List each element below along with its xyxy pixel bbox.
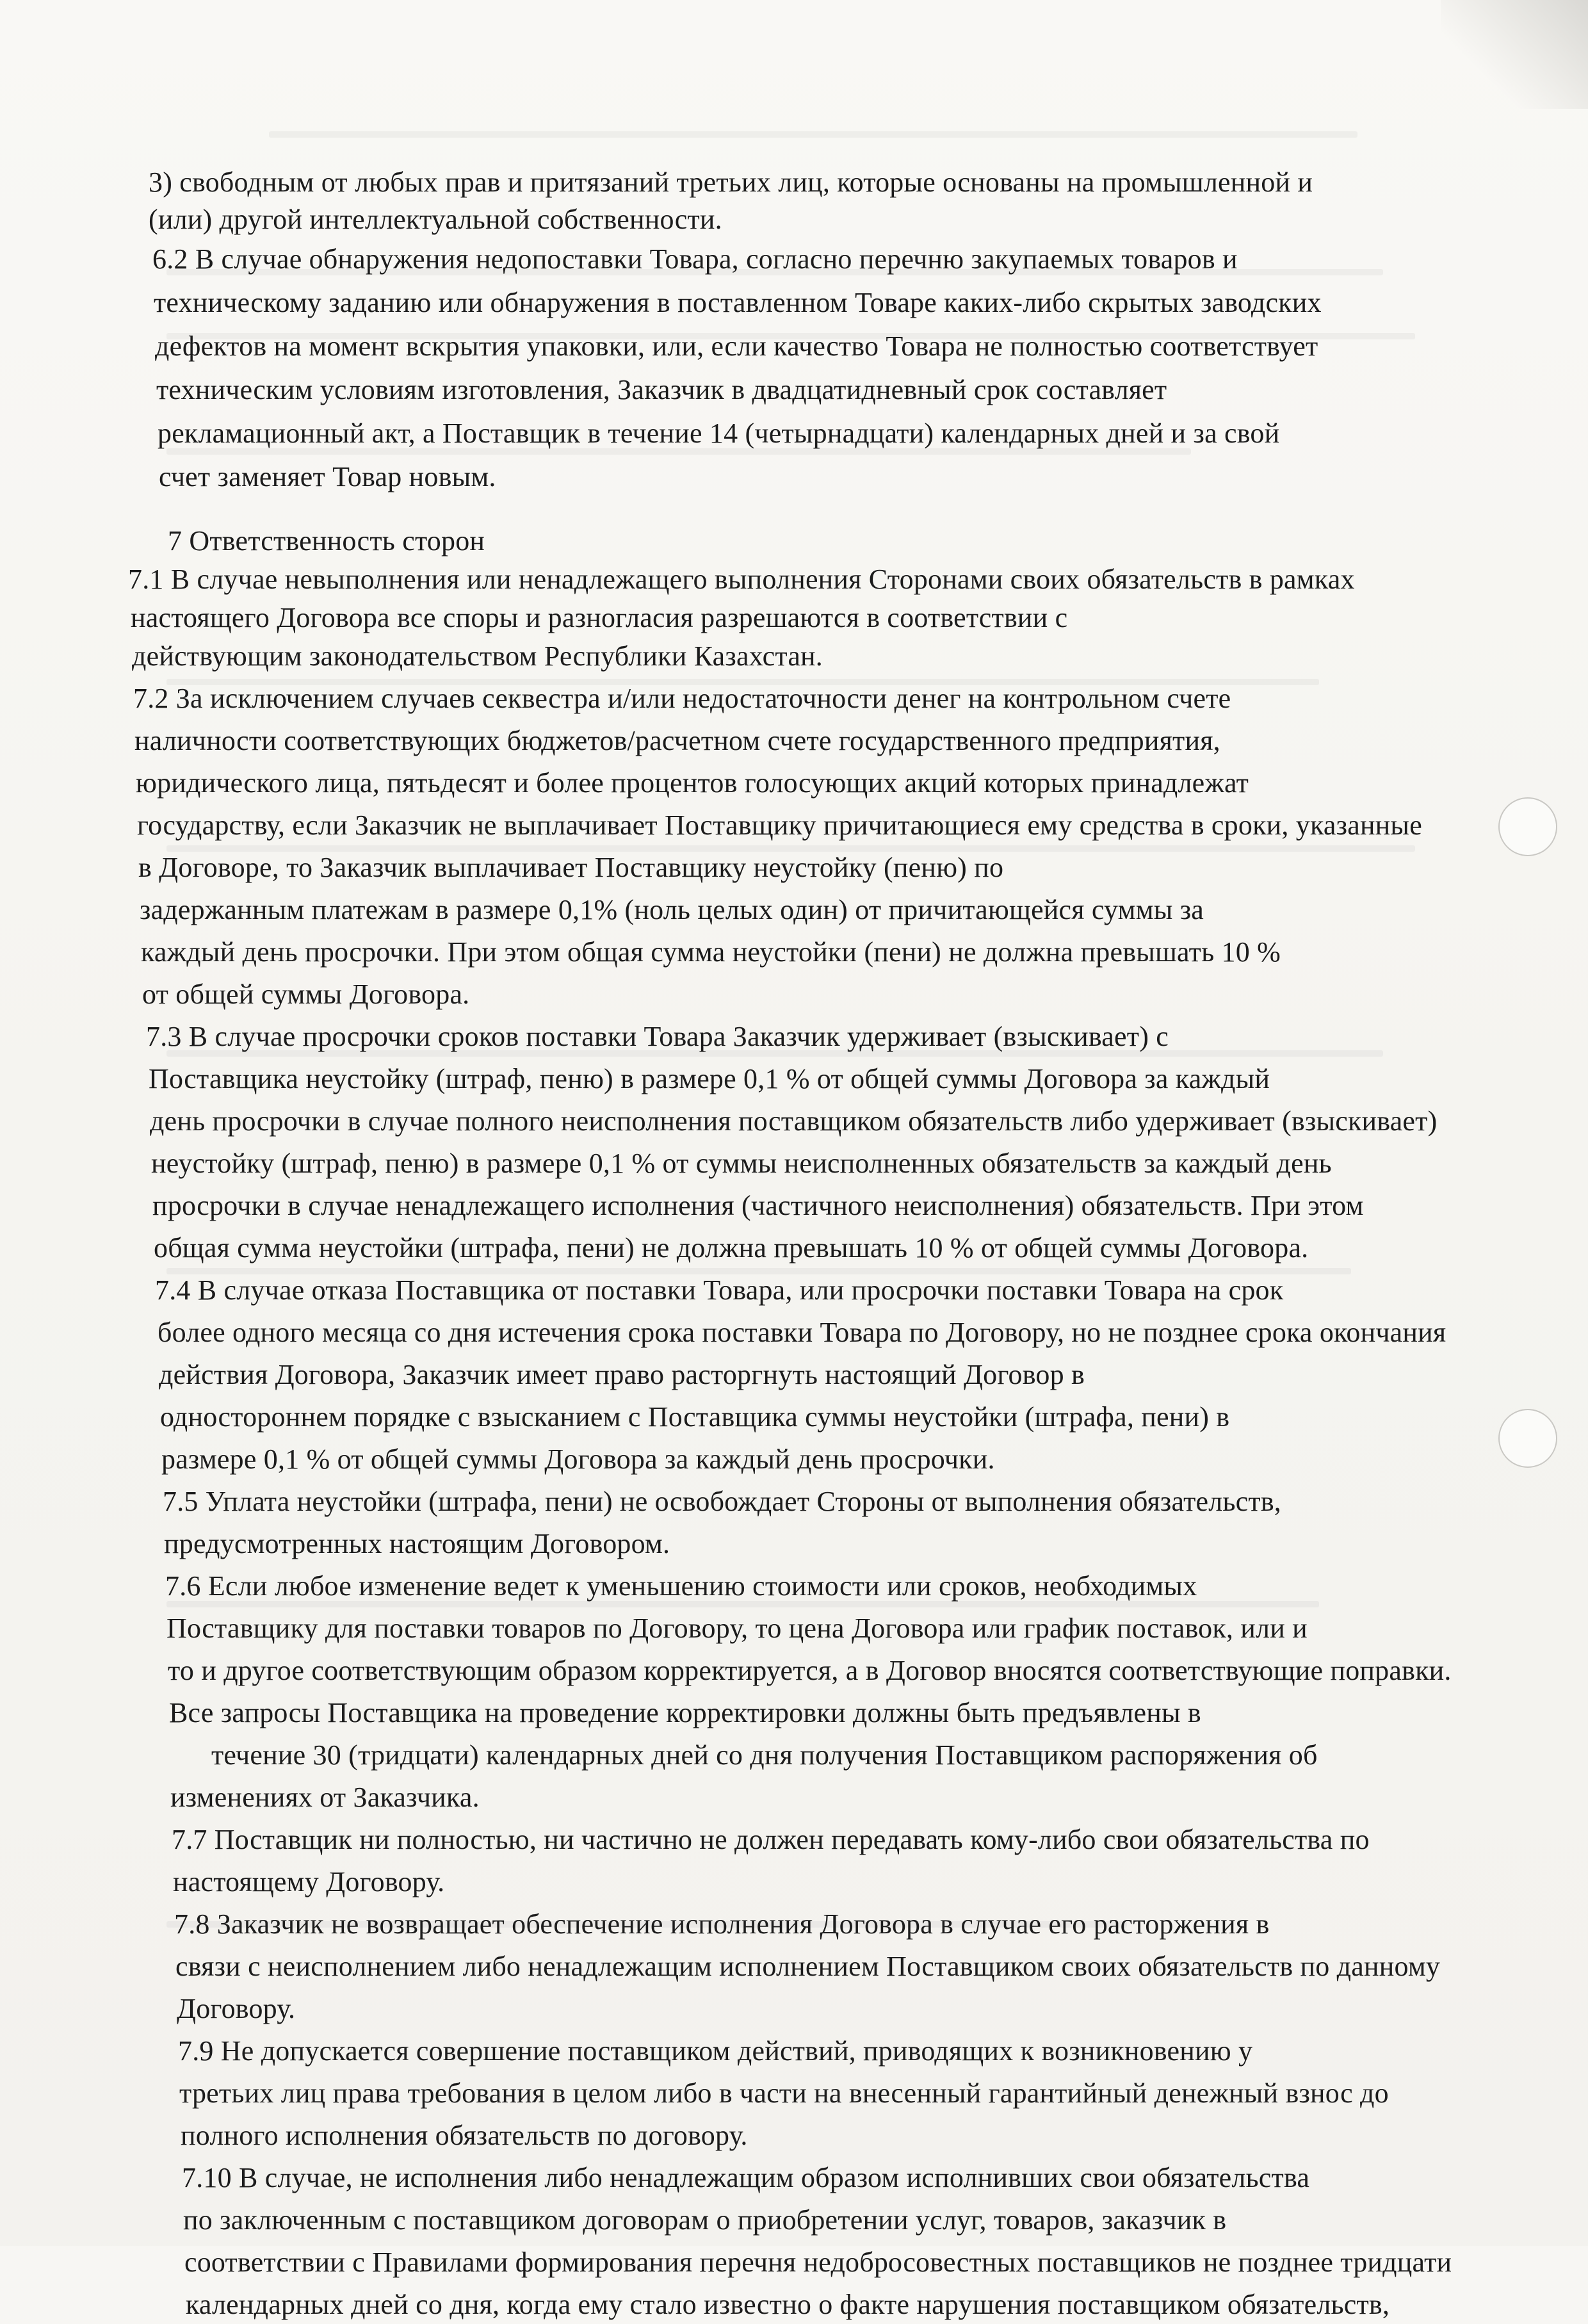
text-line: связи с неисполнением либо ненадлежащим исполнением Поставщиком своих обязательств по данному (175, 1951, 1441, 1982)
text-line: дефектов на момент вскрытия упаковки, или, если качество Товара не полностью соответствует (155, 330, 1318, 362)
text-line: от общей суммы Договора. (142, 979, 470, 1010)
text-line: полного исполнения обязательств по договору. (181, 2120, 748, 2151)
text-line: просрочки в случае ненадлежащего исполнения (частичного неисполнения) обязательств. При этом (152, 1190, 1364, 1221)
text-line: рекламационный акт, а Поставщик в течение 14 (четырнадцати) календарных дней и за свой (158, 418, 1280, 449)
text-line: 7.2 За исключением случаев секвестра и/или недостаточности денег на контрольном счете (133, 683, 1231, 714)
text-line: календарных дней со дня, когда ему стало известно о факте нарушения поставщиком обязательств, (186, 2289, 1390, 2320)
text-line: день просрочки в случае полного неисполнения поставщиком обязательств либо удерживает (взыскивает) (150, 1105, 1438, 1137)
text-line: (или) другой интеллектуальной собственности. (149, 204, 722, 235)
show-through-line (269, 131, 1357, 138)
text-line: изменениях от Заказчика. (170, 1782, 480, 1813)
text-line: общая сумма неустойки (штрафа, пени) не должна превышать 10 % от общей суммы Договора. (154, 1232, 1309, 1264)
text-line: техническим условиям изготовления, Заказчик в двадцатидневный срок составляет (156, 374, 1167, 405)
text-line: в Договоре, то Заказчик выплачивает Поставщику неустойку (пеню) по (138, 852, 1004, 883)
text-line: действующим законодательством Республики Казахстан. (132, 640, 823, 672)
text-line: Все запросы Поставщика на проведение корректировки должны быть предъявлены в (169, 1697, 1201, 1728)
text-line: 3) свободным от любых прав и притязаний третьих лиц, которые основаны на промышленной и (149, 167, 1313, 198)
text-line: 7.6 Если любое изменение ведет к уменьшению стоимости или сроков, необходимых (165, 1570, 1197, 1602)
text-line: Договору. (177, 1993, 296, 2024)
text-line: наличности соответствующих бюджетов/расчетном счете государственного предприятия, (134, 725, 1220, 756)
text-line: по заключенным с поставщиком договорам о приобретении услуг, товаров, заказчик в (183, 2204, 1227, 2236)
punch-hole (1498, 1409, 1557, 1468)
text-line: Поставщику для поставки товаров по Договору, то цена Договора или график поставок, или и (166, 1613, 1308, 1644)
text-line: настоящему Договору. (173, 1866, 445, 1897)
text-line: 6.2 В случае обнаружения недопоставки Товара, согласно перечню закупаемых товаров и (152, 243, 1238, 275)
text-line: действия Договора, Заказчик имеет право расторгнуть настоящий Договор в (159, 1359, 1085, 1390)
text-line: то и другое соответствующим образом корректируется, а в Договор вносятся соответствующие поправки. (168, 1655, 1452, 1686)
text-line: 7.5 Уплата неустойки (штрафа, пени) не освобождает Стороны от выполнения обязательств, (163, 1486, 1281, 1517)
text-line: более одного месяца со дня истечения срока поставки Товара по Договору, но не позднее срока окончания (158, 1317, 1446, 1348)
text-line: каждый день просрочки. При этом общая сумма неустойки (пени) не должна превышать 10 % (141, 936, 1281, 968)
text-line: 7.10 В случае, не исполнения либо ненадлежащим образом исполнивших свои обязательства (182, 2162, 1310, 2193)
text-line: 7.1 В случае невыполнения или ненадлежащего выполнения Сторонами своих обязательств в рамках (128, 564, 1355, 595)
punch-hole (1498, 797, 1557, 856)
page-corner-shadow (1441, 0, 1588, 109)
text-line: настоящего Договора все споры и разногласия разрешаются в соответствии с (131, 602, 1068, 633)
text-line: государству, если Заказчик не выплачивает Поставщику причитающиеся ему средства в сроки, указанные (137, 809, 1422, 841)
text-line: размере 0,1 % от общей суммы Договора за каждый день просрочки. (161, 1443, 995, 1475)
text-line: течение 30 (тридцати) календарных дней со дня получения Поставщиком распоряжения об (211, 1739, 1318, 1771)
text-line: техническому заданию или обнаружения в поставленном Товаре каких-либо скрытых заводских (154, 287, 1322, 318)
text-line: неустойку (штраф, пеню) в размере 0,1 % от суммы неисполненных обязательств за каждый день (151, 1148, 1332, 1179)
text-line: одностороннем порядке с взысканием с Поставщика суммы неустойки (штрафа, пени) в (160, 1401, 1230, 1433)
section-heading: 7 Ответственность сторон (168, 525, 485, 557)
text-line: соответствии с Правилами формирования перечня недобросовестных поставщиков не позднее тридцати (184, 2247, 1452, 2278)
text-line: счет заменяет Товар новым. (159, 461, 496, 492)
text-line: задержанным платежам в размере 0,1% (ноль целых один) от причитающейся суммы за (140, 894, 1204, 925)
text-line: предусмотренных настоящим Договором. (164, 1528, 670, 1559)
text-line: Поставщика неустойку (штраф, пеню) в размере 0,1 % от общей суммы Договора за каждый (149, 1063, 1270, 1094)
text-line: третьих лиц права требования в целом либо в части на внесенный гарантийный денежный взнос до (179, 2077, 1389, 2109)
text-line: 7.4 В случае отказа Поставщика от поставки Товара, или просрочки поставки Товара на срок (155, 1274, 1284, 1306)
text-line: 7.8 Заказчик не возвращает обеспечение исполнения Договора в случае его расторжения в (174, 1908, 1270, 1940)
text-line: 7.3 В случае просрочки сроков поставки Товара Заказчик удерживает (взыскивает) с (146, 1021, 1169, 1052)
text-line: 7.7 Поставщик ни полностью, ни частично не должен передавать кому-либо свои обязательства по (172, 1824, 1370, 1855)
text-line: юридического лица, пятьдесят и более процентов голосующих акций которых принадлежат (136, 767, 1249, 799)
text-line: 7.9 Не допускается совершение поставщиком действий, приводящих к возникновению у (178, 2035, 1253, 2067)
